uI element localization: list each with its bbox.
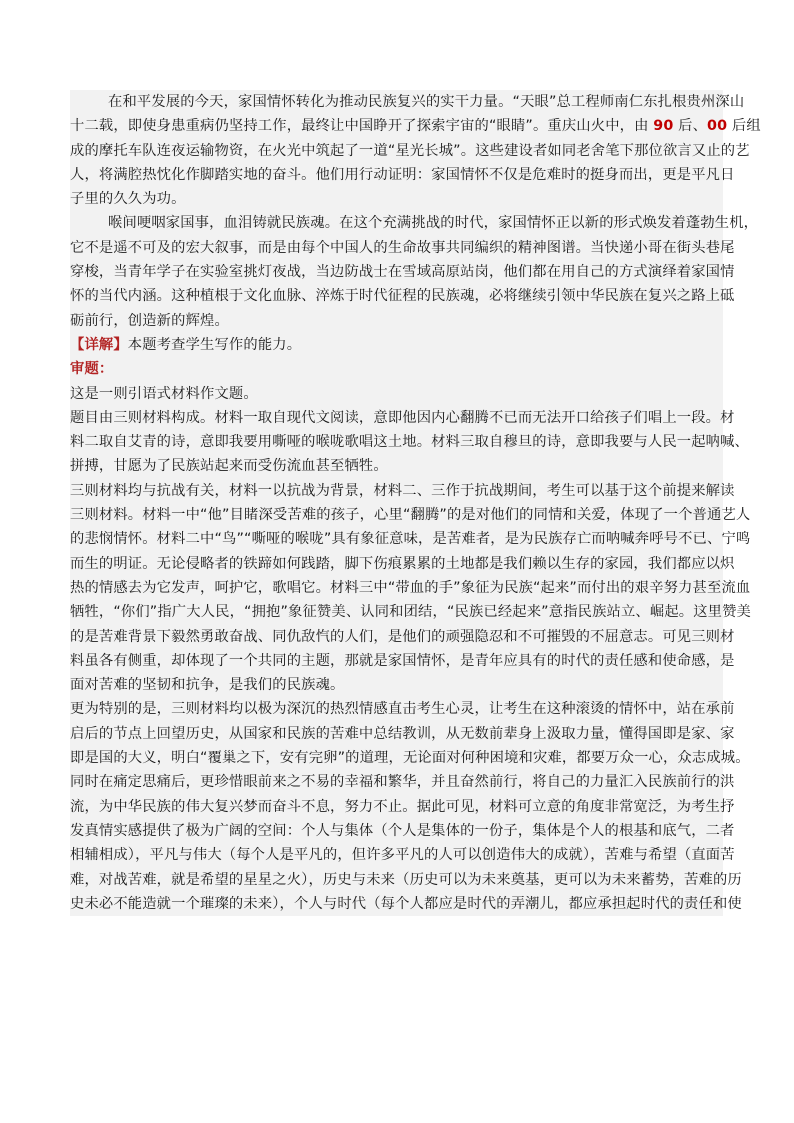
text-line: 喉间哽咽家国事，血泪铸就民族魂。在这个充满挑战的时代，家国情怀正以新的形式焕发着蓬勃生机， (70, 211, 723, 235)
text-line: 穿梭，当青年学子在实验室挑灯夜战，当边防战士在雪域高原站岗，他们都在用自己的方式演绎着家国情 (70, 260, 723, 284)
text-line: 人，将满腔热忱化作脚踏实地的奋斗。他们用行动证明：家国情怀不仅是危难时的挺身而出，更是平凡日 (70, 163, 723, 187)
text-line: 热的情感去为它发声，呵护它，歌唱它。材料三中“带血的手”象征为民族“起来”而付出的艰辛努力甚至流血 (70, 576, 723, 600)
analysis-text (70, 382, 751, 917)
text-line: 子里的久久为功。 (70, 187, 723, 211)
text-line: 相辅相成），平凡与伟大（每个人是平凡的，但许多平凡的人可以创造伟大的成就），苦难与希望（直面苦 (70, 843, 723, 867)
text-line: 的悲悯情怀。材料二中“鸟”“嘶哑的喉咙”具有象征意味，是苦难者，是为民族存亡而呐喊奔呼号不已、宁鸣 (70, 527, 723, 551)
text-line: 十二载，即使身患重病仍坚持工作，最终让中国睁开了探索宇宙的“眼睛”。重庆山火中，由 90 后、00 后组 (70, 114, 723, 138)
text-line: 的是苦难背景下毅然勇敢奋战、同仇敌忾的人们，是他们的顽强隐忍和不可摧毁的不屈意志。可见三则材 (70, 625, 723, 649)
text-line: 三则材料。材料一中“他”目睹深受苦难的孩子，心里“翻腾”的是对他们的同情和关爱，体现了一个普通艺人 (70, 503, 723, 527)
text-line: 同时在痛定思痛后，更珍惜眼前来之不易的幸福和繁华，并且奋然前行，将自己的力量汇入民族前行的洪 (70, 770, 723, 794)
document-body (70, 90, 761, 916)
text-line: 史未必不能造就一个璀璨的未来），个人与时代（每个人都应是时代的弄潮儿，都应承担起时代的责任和使 (70, 892, 723, 916)
detail-label: 【详解】 (70, 336, 128, 353)
review-heading: 审题： (70, 357, 723, 381)
text-line: 料二取自艾青的诗，意即我要用嘶哑的喉咙歌唱这土地。材料三取自穆旦的诗，意即我要与人民一起呐喊、 (70, 430, 723, 454)
text-line: 流，为中华民族的伟大复兴梦而奋斗不息，努力不止。据此可见，材料可立意的角度非常宽泛，为考生抒 (70, 795, 723, 819)
text-line: 题目由三则材料构成。材料一取自现代文阅读，意即他因内心翻腾不已而无法开口给孩子们唱上一段。材 (70, 406, 723, 430)
text-line: 成的摩托车队连夜运输物资，在火光中筑起了一道“星光长城”。这些建设者如同老舍笔下那位欲言又止的艺 (70, 139, 723, 163)
number-highlight: 00 (707, 118, 728, 135)
text-line: 牺牲，“你们”指广大人民，“拥抱”象征赞美、认同和团结，“民族已经起来”意指民族站立、崛起。这里赞美 (70, 600, 723, 624)
text-line: 启后的节点上回望历史，从国家和民族的苦难中总结教训，从无数前辈身上汲取力量，懂得国即是家、家 (70, 722, 723, 746)
text-line: 面对苦难的坚韧和抗争，是我们的民族魂。 (70, 673, 723, 697)
text-line: 即是国的大义，明白“覆巢之下，安有完卵”的道理，无论面对何种困境和灾难，都要万众一心，众志成城。 (70, 746, 723, 770)
detail-line: 【详解】本题考查学生写作的能力。 (70, 333, 723, 357)
text-line: 而生的明证。无论侵略者的铁蹄如何践踏，脚下伤痕累累的土地都是我们赖以生存的家园，我们都应以炽 (70, 552, 723, 576)
text-line: 这是一则引语式材料作文题。 (70, 382, 723, 406)
text-line: 三则材料均与抗战有关，材料一以抗战为背景，材料二、三作于抗战期间，考生可以基于这个前提来解读 (70, 479, 723, 503)
text-line: 发真情实感提供了极为广阔的空间：个人与集体（个人是集体的一份子，集体是个人的根基和底气，二者 (70, 819, 723, 843)
text-line: 料虽各有侧重，却体现了一个共同的主题，那就是家国情怀，是青年应具有的时代的责任感和使命感，是 (70, 649, 723, 673)
paragraph-2 (70, 211, 759, 332)
text-line: 在和平发展的今天，家国情怀转化为推动民族复兴的实干力量。“天眼”总工程师南仁东扎根贵州深山 (70, 90, 723, 114)
text-line: 更为特别的是，三则材料均以极为深沉的热烈情感直击考生心灵，让考生在这种滚烫的情怀中，站在承前 (70, 697, 723, 721)
text-line: 难，对战苦难，就是希望的星星之火），历史与未来（历史可以为未来奠基，更可以为未来蓄势，苦难的历 (70, 868, 723, 892)
text-line: 拼搏，甘愿为了民族站起来而受伤流血甚至牺牲。 (70, 454, 723, 478)
number-highlight: 90 (653, 118, 674, 135)
text-line: 砺前行，创造新的辉煌。 (70, 309, 723, 333)
text-line: 怀的当代内涵。这种植根于文化血脉、淬炼于时代征程的民族魂，必将继续引领中华民族在复兴之路上砥 (70, 284, 723, 308)
paragraph-1 (70, 90, 761, 211)
text-line: 它不是遥不可及的宏大叙事，而是由每个中国人的生命故事共同编织的精神图谱。当快递小哥在街头巷尾 (70, 236, 723, 260)
